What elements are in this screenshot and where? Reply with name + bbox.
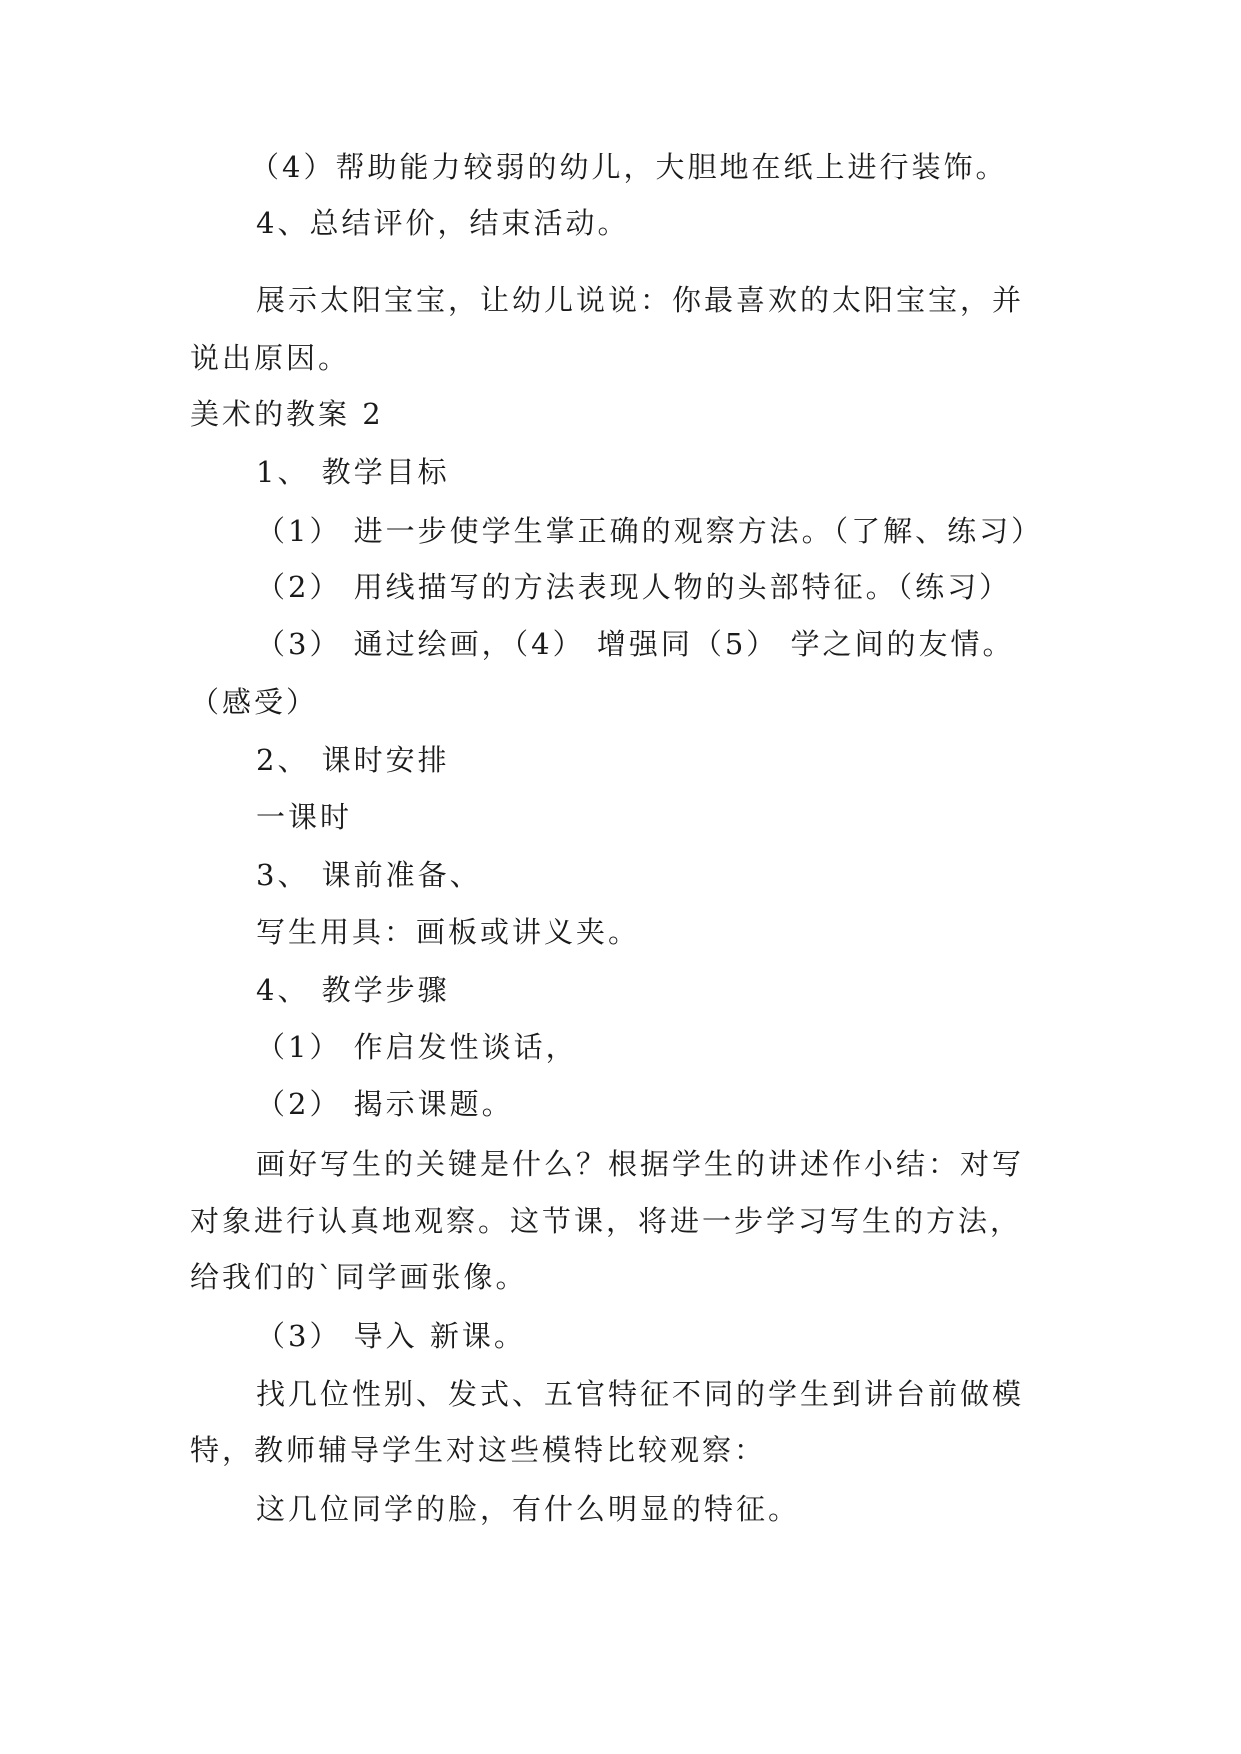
paragraph-line: 给我们的`同学画张像。 bbox=[190, 1260, 528, 1294]
paragraph-line: 展示太阳宝宝，让幼儿说说：你最喜欢的太阳宝宝，并 bbox=[256, 283, 1025, 317]
paragraph-line: （1） 进一步使学生掌正确的观察方法。（了解、练习） bbox=[256, 514, 1044, 548]
paragraph-line: 画好写生的关键是什么？根据学生的讲述作小结：对写 bbox=[256, 1147, 1025, 1181]
section-heading: 美术的教案 2 bbox=[190, 397, 384, 431]
paragraph-line: 特，教师辅导学生对这些模特比较观察： bbox=[190, 1433, 767, 1467]
paragraph-line: 写生用具：画板或讲义夹。 bbox=[256, 915, 641, 949]
paragraph-line: （2） 揭示课题。 bbox=[256, 1087, 514, 1121]
paragraph-line: 4、 教学步骤 bbox=[256, 973, 450, 1007]
paragraph-line: 找几位性别、发式、五官特征不同的学生到讲台前做模 bbox=[256, 1377, 1025, 1411]
paragraph-line: （感受） bbox=[190, 685, 319, 719]
paragraph-line: （1） 作启发性谈话， bbox=[256, 1030, 578, 1064]
paragraph-line: （3） 通过绘画，（4） 增强同（5） 学之间的友情。 bbox=[256, 627, 1015, 661]
paragraph-line: 1、 教学目标 bbox=[256, 455, 450, 489]
paragraph-line: 3、 课前准备、 bbox=[256, 858, 482, 892]
paragraph-line: 一课时 bbox=[256, 800, 353, 834]
paragraph-line: 这几位同学的脸，有什么明显的特征。 bbox=[256, 1492, 801, 1526]
paragraph-line: 2、 课时安排 bbox=[256, 743, 450, 777]
paragraph-line: 4、总结评价，结束活动。 bbox=[256, 206, 630, 240]
paragraph-line: 说出原因。 bbox=[190, 341, 351, 375]
paragraph-line: （4）帮助能力较弱的幼儿，大胆地在纸上进行装饰。 bbox=[250, 150, 1008, 184]
paragraph-line: （3） 导入 新课。 bbox=[256, 1319, 526, 1353]
paragraph-line: 对象进行认真地观察。这节课，将进一步学习写生的方法， bbox=[190, 1204, 1023, 1238]
paragraph-line: （2） 用线描写的方法表现人物的头部特征。（练习） bbox=[256, 570, 1012, 604]
